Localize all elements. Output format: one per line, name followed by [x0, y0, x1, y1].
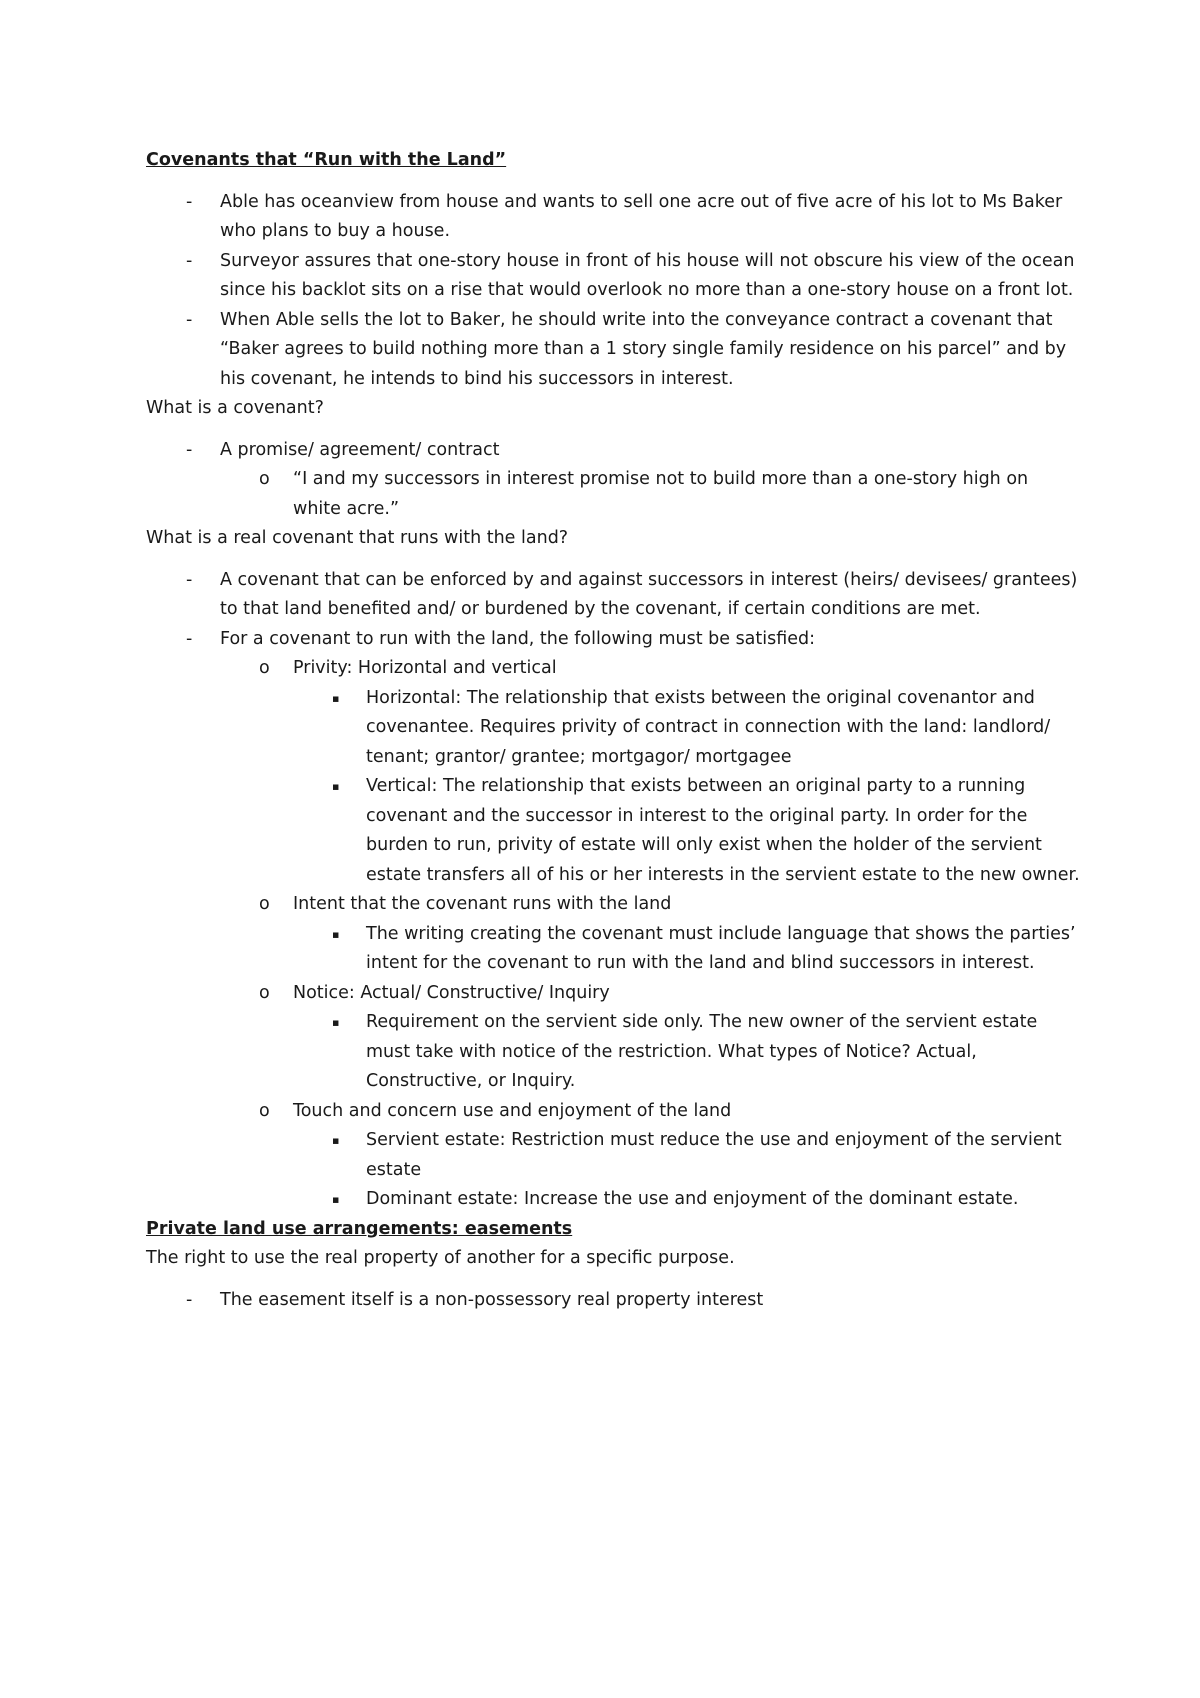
list-item: [146, 465, 1080, 524]
list-item-text: Able has oceanview from house and wants to sell one acre out of five acre of his lot to Ms Baker who plans to buy a house.: [220, 191, 1063, 241]
dash-bullet-icon: -: [186, 309, 193, 330]
list-item-text: A promise/ agreement/ contract: [220, 439, 500, 460]
list-item-text: Surveyor assures that one-story house in front of his house will not obscure his view of the ocean since his backlot sits on a rise that would overlook no more than a one-story house on a front lot.: [220, 250, 1075, 300]
list-item: [146, 188, 1080, 247]
question-real-covenant: What is a real covenant that runs with the land?: [146, 528, 569, 548]
list-item: [146, 1008, 1080, 1097]
dash-bullet-icon: -: [186, 439, 193, 460]
circle-bullet-icon: o: [259, 982, 270, 1003]
easement-list: [146, 1286, 1080, 1316]
list-item-text: Dominant estate: Increase the use and enjoyment of the dominant estate.: [366, 1189, 1019, 1209]
list-item: [146, 436, 1080, 466]
list-item: [146, 247, 1080, 306]
list-item: [146, 654, 1080, 684]
list-item-text: Vertical: The relationship that exists between an original party to a running covenant and the successor in interest to the original party. In order for the burden to run, privity of estate will only exist when the holder of the servient estate transfers all of his or her interests in the servient estate to the new owner.: [366, 776, 1080, 885]
square-bullet-icon: ▪: [332, 927, 340, 941]
list-item: [146, 1185, 1080, 1215]
circle-bullet-icon: o: [259, 894, 270, 914]
square-bullet-icon: ▪: [332, 1016, 340, 1029]
list-item: [146, 1097, 1080, 1127]
dash-bullet-icon: -: [186, 628, 193, 649]
circle-bullet-icon: o: [259, 1100, 270, 1121]
requirements-list: [146, 566, 1080, 1215]
section-heading-easements: Private land use arrangements: easements: [146, 1218, 573, 1239]
dash-bullet-icon: -: [186, 191, 193, 212]
list-item: [146, 1126, 1080, 1185]
list-item: [146, 979, 1080, 1009]
square-bullet-icon: ▪: [332, 1134, 340, 1147]
dash-bullet-icon: -: [186, 1289, 193, 1310]
list-item-text: Touch and concern use and enjoyment of the land: [293, 1100, 732, 1121]
list-item-text: When Able sells the lot to Baker, he should write into the conveyance contract a covenant that “Baker agrees to build nothing more than a 1 story single family residence on his parcel” and by his covenant, he intends to bind his successors in interest.: [220, 309, 1067, 389]
square-bullet-icon: ▪: [332, 691, 340, 705]
list-item: [146, 1286, 1080, 1316]
list-item: [146, 684, 1080, 773]
list-item-text: Privity: Horizontal and vertical: [293, 658, 557, 678]
circle-bullet-icon: o: [259, 469, 270, 489]
easement-definition: The right to use the real property of another for a specific purpose.: [146, 1248, 735, 1268]
list-item-text: Intent that the covenant runs with the land: [293, 894, 672, 914]
circle-bullet-icon: o: [259, 658, 270, 678]
list-item: [146, 306, 1080, 395]
list-item: [146, 890, 1080, 920]
list-item-text: Notice: Actual/ Constructive/ Inquiry: [293, 982, 610, 1003]
covenant-answer-list: [146, 436, 1080, 525]
list-item-text: Servient estate: Restriction must reduce the use and enjoyment of the servient estate: [366, 1130, 1062, 1180]
facts-list: [146, 188, 1080, 395]
list-item-text: “I and my successors in interest promise not to build more than a one-story high on white acre.”: [293, 469, 1029, 519]
square-bullet-icon: ▪: [332, 780, 340, 793]
list-item: [146, 772, 1080, 890]
list-item: [146, 625, 1080, 655]
dash-bullet-icon: -: [186, 569, 193, 590]
list-item-text: The easement itself is a non-possessory real property interest: [220, 1289, 764, 1310]
square-bullet-icon: ▪: [332, 1193, 340, 1206]
list-item-text: A covenant that can be enforced by and against successors in interest (heirs/ devisees/ grantees) to that land benefited and/ or burdened by the covenant, if certain conditions are met.: [220, 569, 1078, 619]
list-item: [146, 920, 1080, 979]
question-what-is-covenant: What is a covenant?: [146, 398, 324, 418]
list-item-text: Horizontal: The relationship that exists between the original covenantor and covenantee. Requires privity of contract in connection with the land: landlord/ tenant; grantor/ grantee; mortgagor/ mortgagee: [366, 687, 1051, 767]
list-item: [146, 566, 1080, 625]
list-item-text: The writing creating the covenant must include language that shows the parties’ intent for the covenant to run with the land and blind successors in interest.: [366, 923, 1076, 973]
list-item-text: Requirement on the servient side only. The new owner of the servient estate must take with notice of the restriction. What types of Notice? Actual, Constructive, or Inquiry.: [366, 1012, 1038, 1091]
dash-bullet-icon: -: [186, 250, 193, 271]
list-item-text: For a covenant to run with the land, the following must be satisfied:: [220, 628, 816, 649]
section-heading-covenants: Covenants that “Run with the Land”: [146, 150, 507, 170]
